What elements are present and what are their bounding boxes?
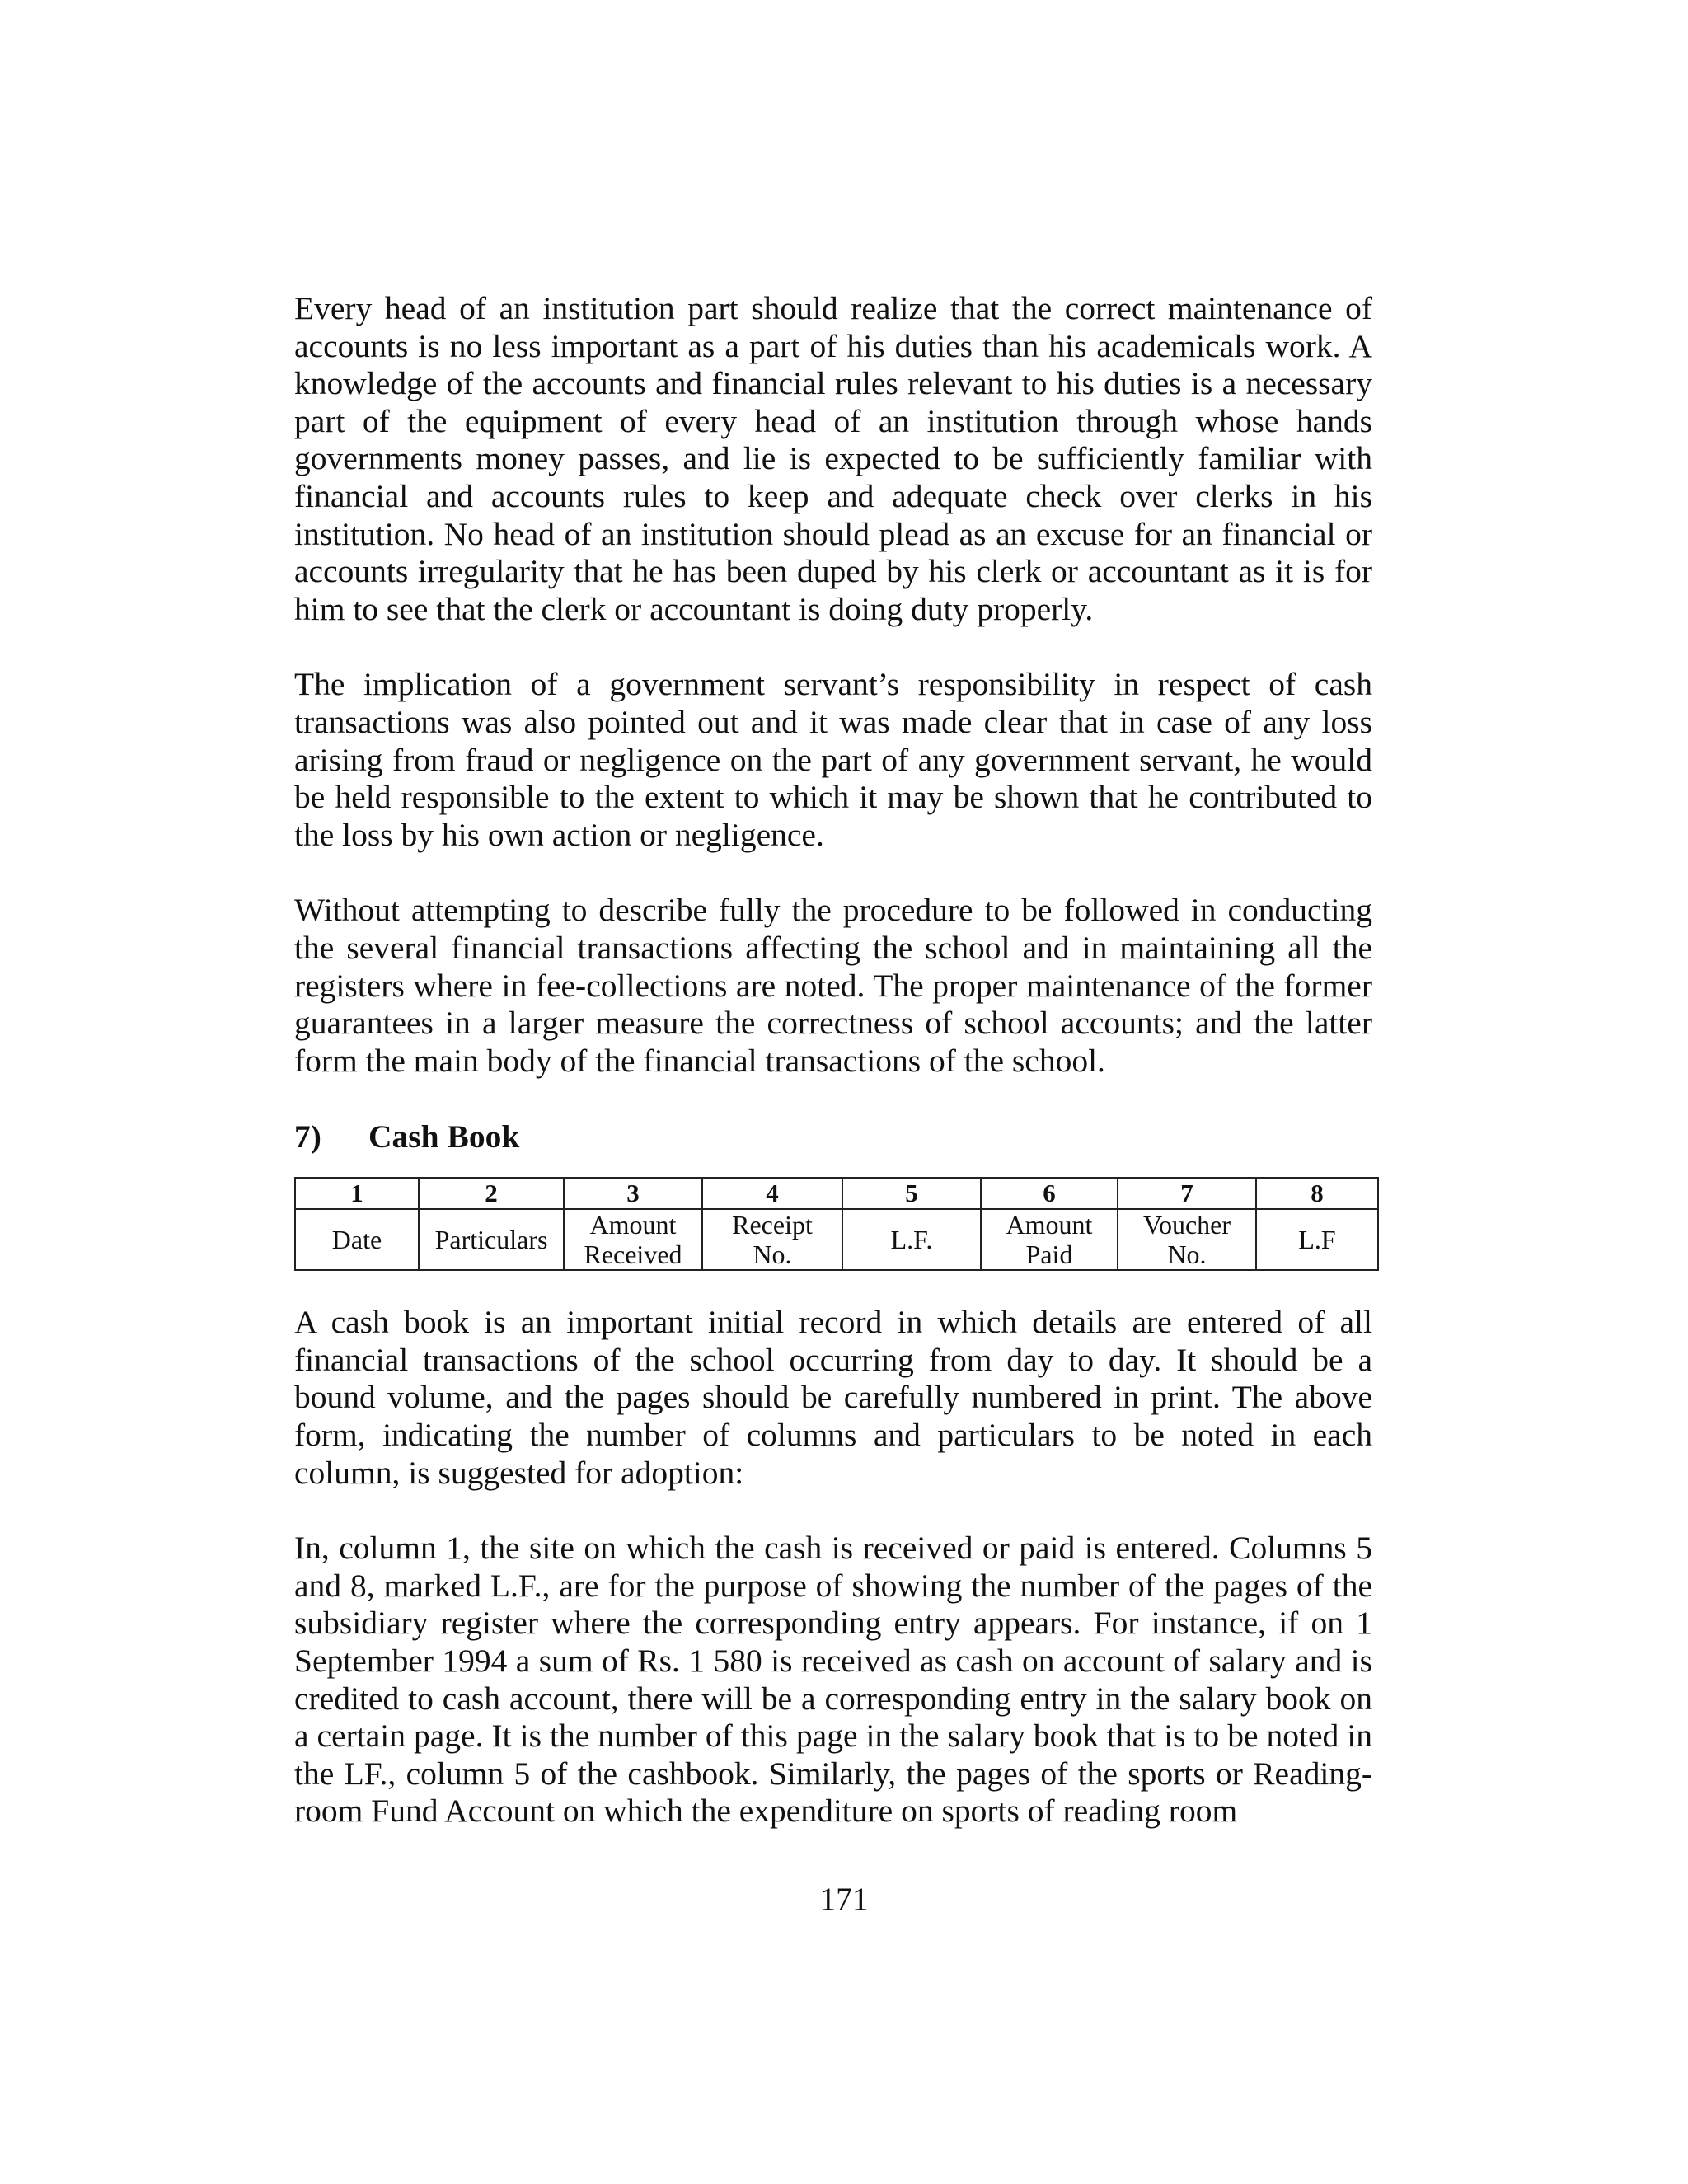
column-label-voucher-no <box>1118 1209 1256 1270</box>
paragraph-column-explanation: In, column 1, the site on which the cash is received or paid is entered. Columns 5 and 8, marked L.F., are for the purpose of showing the number of the pages of the subsidiary register where the corresponding entry appears. For instance, if on 1 September 1994 a sum of Rs. 1 580 is received as cash on account of salary and is credited to cash account, there will be a corresponding entry in the salary book on a certain page. It is the number of this page in the salary book that is to be noted in the LF., column 5 of the cashbook. Similarly, the pages of the sports or Reading-room Fund Account on which the expenditure on sports of reading room <box>294 1530 1372 1830</box>
column-label-line: Paid <box>1025 1240 1073 1270</box>
column-label-amount-paid <box>981 1209 1118 1270</box>
cash-book-table-wrapper <box>294 1177 1372 1271</box>
column-label-line: Voucher <box>1142 1210 1231 1240</box>
page-number: 171 <box>819 1881 869 1917</box>
column-label-line: Date <box>331 1225 382 1255</box>
paragraph-head-responsibility: Every head of an institution part should realize that the correct maintenance of accounts is no less important as a part of his duties than his academicals work. A knowledge of the accounts and financial rules relevant to his duties is a necessary part of the equipment of every head of an institution through whose hands governments money passes, and lie is expected to be sufficiently familiar with financial and accounts rules to keep and adequate check over clerks in his institution. No head of an institution should plead as an excuse for an financial or accounts irregularity that he has been duped by his clerk or accountant as it is for him to see that the clerk or accountant is doing duty properly. <box>294 290 1372 627</box>
column-label-line: Amount <box>1006 1210 1093 1240</box>
column-label-row <box>295 1209 1378 1270</box>
cash-book-table <box>294 1177 1379 1271</box>
paragraph-procedure: Without attempting to describe fully the procedure to be followed in conducting the several financial transactions affecting the school and in maintaining all the registers where in fee-collections are noted. The proper maintenance of the former guarantees in a larger measure the correctness of school accounts; and the latter form the main body of the financial transactions of the school. <box>294 892 1372 1079</box>
column-label-line: Amount <box>589 1210 677 1240</box>
column-label-lf <box>842 1209 981 1270</box>
column-number: 1 <box>295 1178 419 1209</box>
column-label-line: L.F. <box>890 1225 933 1255</box>
column-label-line: No. <box>1167 1240 1207 1270</box>
column-label-date <box>295 1209 419 1270</box>
column-number: 3 <box>564 1178 702 1209</box>
column-label-lf-2 <box>1256 1209 1378 1270</box>
column-label-receipt-no <box>702 1209 842 1270</box>
page-content <box>294 290 1372 1830</box>
column-number: 7 <box>1118 1178 1256 1209</box>
column-number: 4 <box>702 1178 842 1209</box>
column-label-line: L.F <box>1298 1225 1336 1255</box>
section-number: 7) <box>294 1118 321 1155</box>
column-label-line: Received <box>584 1240 682 1270</box>
column-label-line: Receipt <box>732 1210 813 1240</box>
column-number: 2 <box>419 1178 564 1209</box>
column-number: 5 <box>842 1178 981 1209</box>
column-number-row <box>295 1178 1378 1209</box>
column-label-line: Particulars <box>434 1225 548 1255</box>
paragraph-cash-book-description: A cash book is an important initial record in which details are entered of all financial transactions of the school occurring from day to day. It should be a bound volume, and the pages should be carefully numbered in print. The above form, indicating the number of columns and particulars to be noted in each column, is suggested for adoption: <box>294 1304 1372 1491</box>
column-label-amount-received <box>564 1209 702 1270</box>
paragraph-government-servant: The implication of a government servant’s responsibility in respect of cash transactions was also pointed out and it was made clear that in case of any loss arising from fraud or negligence on the part of any government servant, he would be held responsible to the extent to which it may be shown that he contributed to the loss by his own action or negligence. <box>294 666 1372 853</box>
column-label-particulars <box>419 1209 564 1270</box>
column-number: 8 <box>1256 1178 1378 1209</box>
section-heading-cash-book <box>294 1118 1372 1155</box>
section-title: Cash Book <box>368 1118 520 1155</box>
column-label-line: No. <box>753 1240 792 1270</box>
column-number: 6 <box>981 1178 1118 1209</box>
